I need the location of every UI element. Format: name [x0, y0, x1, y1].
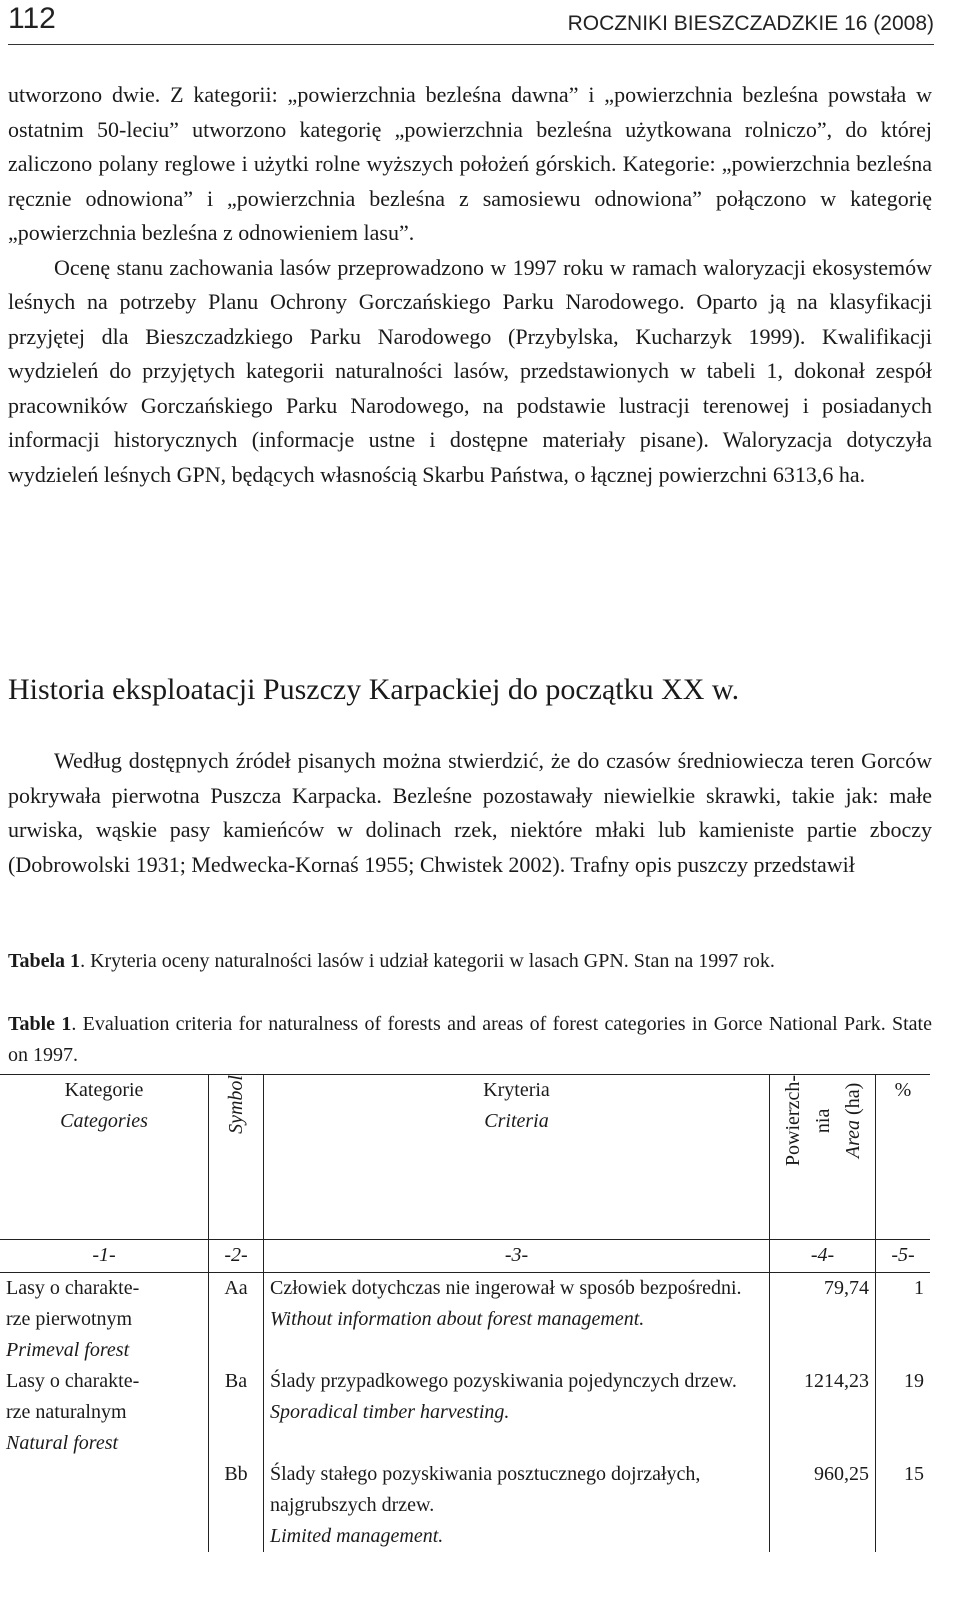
header-area-unit: (ha) [841, 1082, 864, 1116]
header-criteria-en: Criteria [484, 1110, 549, 1132]
criteria-pl: Ślady stałego pozyskiwania posztucznego dojrzałych, najgrubszych drzew. [270, 1463, 701, 1516]
criteria-en: Limited management. [270, 1525, 444, 1547]
paragraph-3: Według dostępnych źródeł pisanych można stwierdzić, że do czasów średniowiecza teren Gorców pokrywała pierwotna Puszcza Karpacka. Bezleśne pozostawały niewielkie skrawki, takie jak: małe urwiska, wąskie pasy kamieńców w dolinach rzek, niektóre młaki lub kamieniste partie zboczy (Dobrowolski 1931; Medwecka-Kornaś 1955; Chwistek 2002). Trafny opis puszczy przedstawił [8, 748, 932, 877]
category-pl-line2: rze naturalnym [6, 1401, 127, 1423]
header-criteria [264, 1075, 770, 1240]
caption-text-pl: . Kryteria oceny naturalności lasów i udział kategorii w lasach GPN. Stan na 1997 rok. [80, 950, 775, 972]
percent-cell: 19 [876, 1366, 931, 1459]
table-row [0, 1273, 930, 1367]
header-area [770, 1075, 876, 1240]
category-pl-line2: rze pierwotnym [6, 1308, 133, 1330]
body-text-top [8, 78, 932, 492]
criteria-cell [264, 1273, 770, 1367]
journal-title: ROCZNIKI BIESZCZADZKIE 16 (2008) [567, 12, 934, 35]
colnum-4: -4- [770, 1240, 876, 1273]
header-category [0, 1075, 209, 1240]
header-criteria-pl: Kryteria [483, 1079, 550, 1101]
colnum-5: -5- [876, 1240, 931, 1273]
area-cell: 1214,23 [770, 1366, 876, 1459]
symbol-cell: Ba [209, 1366, 264, 1459]
colnum-1: -1- [0, 1240, 209, 1273]
running-header [0, 0, 960, 50]
category-cell [0, 1366, 209, 1459]
table-header-row [0, 1075, 930, 1240]
page-number: 112 [8, 2, 56, 35]
caption-label-en: Table 1 [8, 1013, 72, 1035]
criteria-table [0, 1074, 930, 1552]
table-row [0, 1366, 930, 1459]
paragraph-1: utworzono dwie. Z kategorii: „powierzchnia bezleśna dawna” i „powierzchnia bezleśna powstała w ostatnim 50-leciu” utworzono kategorię „powierzchnia bezleśna użytkowana rolniczo”, do której zaliczono polany reglowe i użytki rolne wyższych położeń górskich. Kategorie: „powierzchnia bezleśna ręcznie odnowiona” i „powierzchnia bezleśna z samosiewu odnowiona” połączono w kategorię „powierzchnia bezleśna z odnowieniem lasu”. [8, 82, 932, 245]
percent-cell: 1 [876, 1273, 931, 1367]
header-symbol-text: Symbol [225, 1075, 247, 1134]
header-category-pl: Kategorie [64, 1079, 144, 1101]
criteria-pl: Ślady przypadkowego pozyskiwania pojedynczych drzew. [270, 1370, 737, 1392]
category-pl-line1: Lasy o charakte- [6, 1370, 140, 1392]
area-cell: 960,25 [770, 1459, 876, 1552]
header-rule [8, 44, 934, 45]
header-area-pl-2: nia [811, 1108, 834, 1133]
symbol-cell: Aa [209, 1273, 264, 1367]
category-cell [0, 1459, 209, 1552]
header-category-en: Categories [60, 1110, 148, 1132]
symbol-cell: Bb [209, 1459, 264, 1552]
column-number-row [0, 1240, 930, 1273]
colnum-2: -2- [209, 1240, 264, 1273]
percent-cell: 15 [876, 1459, 931, 1552]
category-pl-line1: Lasy o charakte- [6, 1277, 140, 1299]
criteria-pl: Człowiek dotychczas nie ingerował w sposób bezpośredni. [270, 1277, 742, 1299]
header-area-pl [778, 1075, 868, 1166]
header-symbol [209, 1075, 264, 1240]
header-percent: % [876, 1075, 931, 1240]
body-text-section [8, 744, 932, 882]
paragraph-2: Ocenę stanu zachowania lasów przeprowadzono w 1997 roku w ramach waloryzacji ekosystemów leśnych na potrzeby Planu Ochrony Gorczańskiego Parku Narodowego. Oparto ją na klasyfikacji przyjętej dla Bieszczadzkiego Parku Narodowego (Przybylska, Kucharzyk 1999). Kwalifikacji wydzieleń do przyjętych kategorii naturalności lasów, przedstawionych w tabeli 1, dokonał zespół pracowników Gorczańskiego Parku Narodowego, na podstawie lustracji terenowej i posiadanych informacji historycznych (informacje ustne i dostępne materiały pisane). Waloryzacja dotyczyła wydzieleń leśnych GPN, będących własnością Skarbu Państwa, o łącznej powierzchni 6313,6 ha. [8, 254, 932, 487]
criteria-en: Sporadical timber harvesting. [270, 1401, 510, 1423]
category-en: Primeval forest [6, 1339, 130, 1361]
table-row [0, 1459, 930, 1552]
criteria-cell [264, 1459, 770, 1552]
criteria-cell [264, 1366, 770, 1459]
header-area-pl-1: Powierzch- [781, 1075, 804, 1167]
caption-text-en: . Evaluation criteria for naturalness of forests and areas of forest categories in Gorce National Park. State on 1997. [8, 1013, 932, 1066]
area-cell: 79,74 [770, 1273, 876, 1367]
table-caption-en [8, 1009, 932, 1071]
table-caption-pl [8, 946, 932, 977]
section-heading: Historia eksploatacji Puszczy Karpackiej do początku XX w. [8, 673, 740, 706]
category-cell [0, 1273, 209, 1367]
caption-label-pl: Tabela 1 [8, 950, 81, 972]
criteria-en: Without information about forest management. [270, 1308, 645, 1330]
header-area-en: Area [841, 1120, 864, 1159]
category-en: Natural forest [6, 1432, 119, 1454]
colnum-3: -3- [264, 1240, 770, 1273]
